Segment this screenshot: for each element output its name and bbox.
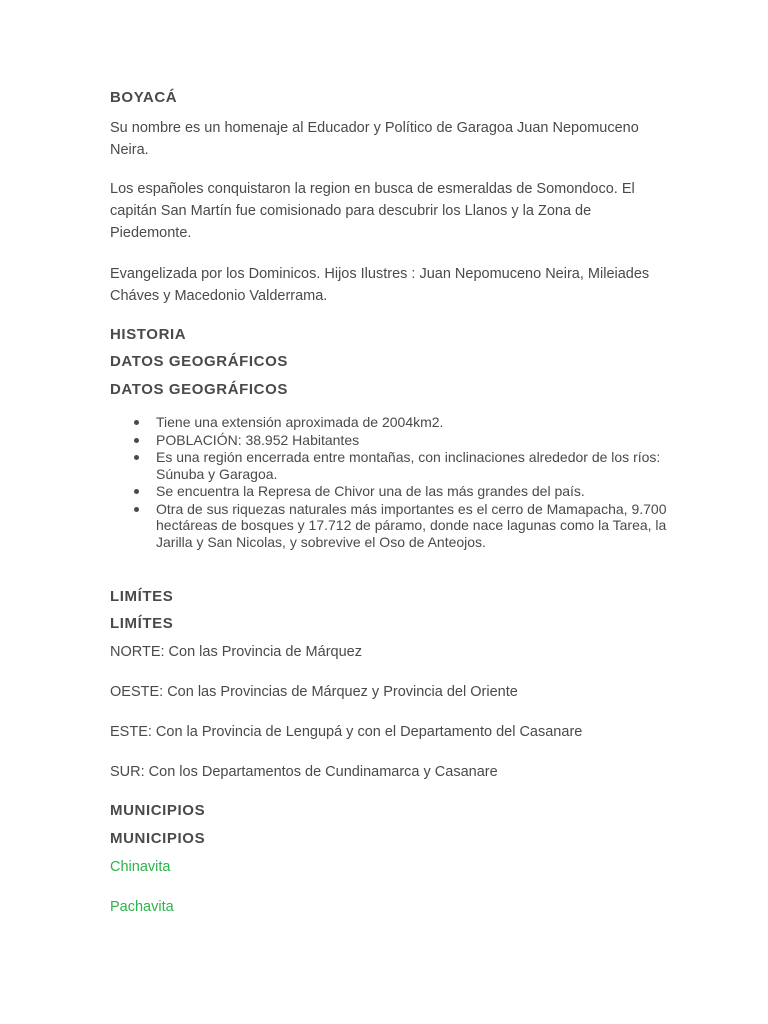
bullet-icon (134, 507, 139, 512)
heading-municipios: MUNICIPIOS (110, 802, 206, 819)
paragraph-name-origin: Su nombre es un homenaje al Educador y Político de Garagoa Juan Nepomuceno Neira. (110, 120, 639, 158)
limit-este: ESTE: Con la Provincia de Lengupá y con el Departamento del Casanare (110, 724, 583, 740)
limit-oeste: OESTE: Con las Provincias de Márquez y Provincia del Oriente (110, 684, 518, 700)
limit-sur: SUR: Con los Departamentos de Cundinamarca y Casanare (110, 764, 498, 780)
municipio-link-pachavita[interactable]: Pachavita (110, 899, 174, 915)
heading-historia: HISTORIA (110, 326, 187, 343)
list-item: POBLACIÓN: 38.952 Habitantes (156, 432, 670, 449)
bullet-icon (134, 438, 139, 443)
bullet-icon (134, 455, 139, 460)
list-item: Es una región encerrada entre montañas, con inclinaciones alrededor de los ríos: Súnuba y Garagoa. (156, 449, 670, 482)
geographic-facts-list (110, 414, 670, 551)
bullet-icon (134, 420, 139, 425)
heading-limites-repeat: LIMÍTES (110, 615, 174, 632)
paragraph-conquest: Los españoles conquistaron la region en busca de esmeraldas de Somondoco. El capitán San Martín fue comisionado para descubrir los Llanos y la Zona de Piedemonte. (110, 181, 635, 241)
heading-municipios-repeat: MUNICIPIOS (110, 830, 206, 847)
paragraph-evangelization: Evangelizada por los Dominicos. Hijos Ilustres : Juan Nepomuceno Neira, Mileiades Cháves y Macedonio Valderrama. (110, 266, 650, 304)
heading-datos-geograficos-repeat: DATOS GEOGRÁFICOS (110, 381, 288, 398)
municipio-link-chinavita[interactable]: Chinavita (110, 859, 171, 875)
page-title: BOYACÁ (110, 89, 178, 106)
bullet-icon (134, 489, 139, 494)
heading-limites: LIMÍTES (110, 588, 174, 605)
list-item: Tiene una extensión aproximada de 2004km2. (156, 414, 670, 431)
limit-norte: NORTE: Con las Provincia de Márquez (110, 644, 362, 660)
list-item: Se encuentra la Represa de Chivor una de las más grandes del país. (156, 483, 670, 500)
list-item: Otra de sus riquezas naturales más importantes es el cerro de Mamapacha, 9.700 hectáreas de bosques y 17.712 de páramo, donde nace lagunas como la Tarea, la Jarilla y San Nicolas, y sobrevive el Oso de Anteojos. (156, 501, 670, 551)
heading-datos-geograficos: DATOS GEOGRÁFICOS (110, 353, 288, 370)
